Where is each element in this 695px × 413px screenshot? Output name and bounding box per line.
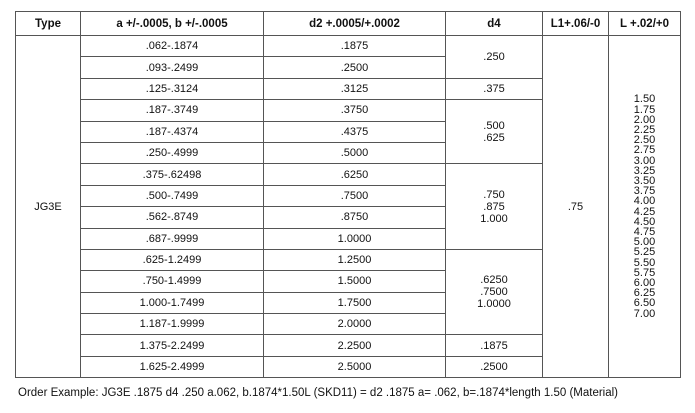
- ab-cell: .125-.3124: [81, 78, 264, 99]
- d2-cell: 2.2500: [264, 335, 446, 356]
- d4-value: .375: [483, 82, 505, 95]
- d2-cell: .7500: [264, 185, 446, 206]
- ab-cell: .250-.4999: [81, 142, 264, 163]
- length-value: 4.75: [633, 226, 656, 239]
- d4-cell: [446, 164, 543, 250]
- length-value: 5.75: [633, 266, 656, 279]
- ab-cell: 1.000-1.7499: [81, 292, 264, 313]
- d2-cell: .8750: [264, 207, 446, 228]
- ab-cell: .687-.9999: [81, 228, 264, 249]
- header-type: Type: [16, 12, 81, 36]
- ab-cell: 1.187-1.9999: [81, 314, 264, 335]
- d4-value: .750: [483, 188, 505, 201]
- header-row: [16, 12, 681, 36]
- ab-cell: .625-1.2499: [81, 249, 264, 270]
- length-value: 2.00: [633, 113, 656, 126]
- d4-cell: [446, 100, 543, 164]
- order-example-note: Order Example: JG3E .1875 d4 .250 a.062, b.1874*1.50L (SKD11) = d2 .1875 a= .062, b=.1874*length 1.50 (Material): [18, 387, 618, 399]
- d2-cell: 1.0000: [264, 228, 446, 249]
- d2-cell: .3125: [264, 78, 446, 99]
- length-cell: [609, 36, 681, 378]
- length-value: 6.50: [633, 297, 656, 310]
- length-value: 4.00: [633, 195, 656, 208]
- ab-cell: .500-.7499: [81, 185, 264, 206]
- d4-cell: [446, 335, 543, 356]
- d2-cell: 1.7500: [264, 292, 446, 313]
- table-row: [16, 36, 681, 57]
- header-l: L +.02/+0: [609, 12, 681, 36]
- length-value: 5.00: [633, 236, 656, 249]
- spec-table: [15, 11, 681, 378]
- length-value: 1.50: [633, 93, 656, 106]
- d4-cell: [446, 36, 543, 79]
- ab-cell: .062-.1874: [81, 36, 264, 57]
- length-value: 7.00: [633, 307, 656, 320]
- ab-cell: .093-.2499: [81, 57, 264, 78]
- header-d2: d2 +.0005/+.0002: [264, 12, 446, 36]
- d4-value: .500: [483, 119, 505, 132]
- d4-value: .625: [483, 131, 505, 144]
- length-value: 1.75: [633, 103, 656, 116]
- length-value: 3.75: [633, 185, 656, 198]
- length-value: 2.25: [633, 124, 656, 136]
- d2-cell: .3750: [264, 100, 446, 121]
- d4-value: .875: [483, 200, 505, 213]
- d2-cell: .2500: [264, 57, 446, 78]
- type-cell: JG3E: [16, 36, 81, 378]
- l1-cell: .75: [543, 36, 609, 378]
- length-value: 3.25: [633, 164, 656, 177]
- length-value: 2.50: [633, 134, 656, 147]
- length-value: 4.50: [633, 215, 656, 228]
- d2-cell: 1.5000: [264, 271, 446, 292]
- header-l1: L1+.06/-0: [543, 12, 609, 36]
- ab-cell: 1.375-2.2499: [81, 335, 264, 356]
- length-value: 2.75: [633, 144, 656, 157]
- d2-cell: .6250: [264, 164, 446, 185]
- ab-cell: .187-.4374: [81, 121, 264, 142]
- header-d4: d4: [446, 12, 543, 36]
- ab-cell: .750-1.4999: [81, 271, 264, 292]
- d4-value: 1.0000: [477, 298, 511, 311]
- length-value: 3.00: [633, 154, 656, 167]
- length-value: 5.25: [633, 246, 656, 259]
- d4-value: .1875: [480, 339, 508, 352]
- d4-value: 1.000: [480, 212, 508, 225]
- ab-cell: .187-.3749: [81, 100, 264, 121]
- d4-value: .2500: [480, 361, 508, 374]
- header-ab: a +/-.0005, b +/-.0005: [81, 12, 264, 36]
- d2-cell: .1875: [264, 36, 446, 57]
- d2-cell: 2.0000: [264, 314, 446, 335]
- d4-cell: [446, 78, 543, 99]
- length-value: 3.50: [633, 175, 656, 188]
- length-value: 6.25: [633, 287, 656, 300]
- ab-cell: .375-.62498: [81, 164, 264, 185]
- d4-value: .7500: [480, 286, 508, 299]
- d4-value: .250: [483, 50, 505, 63]
- d4-cell: [446, 356, 543, 377]
- length-value: 4.25: [633, 205, 656, 218]
- ab-cell: 1.625-2.4999: [81, 356, 264, 377]
- d2-cell: 1.2500: [264, 249, 446, 270]
- d2-cell: .5000: [264, 142, 446, 163]
- length-value: 5.50: [633, 256, 656, 269]
- length-value: 6.00: [633, 277, 656, 290]
- ab-cell: .562-.8749: [81, 207, 264, 228]
- d4-value: .6250: [480, 274, 508, 287]
- d2-cell: .4375: [264, 121, 446, 142]
- d4-cell: [446, 249, 543, 335]
- d2-cell: 2.5000: [264, 356, 446, 377]
